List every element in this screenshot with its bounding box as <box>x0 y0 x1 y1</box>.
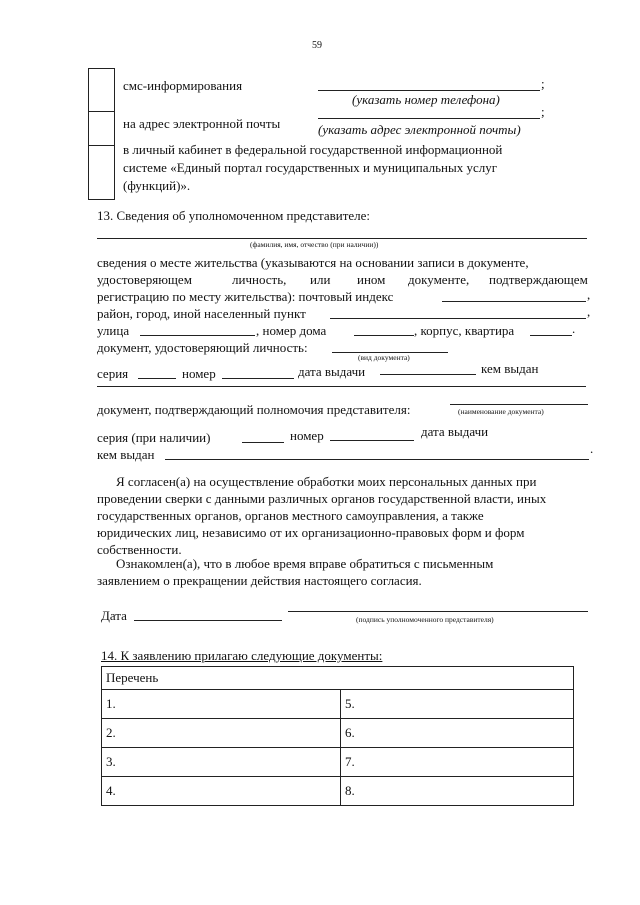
table-row <box>102 748 574 777</box>
city-input-line[interactable] <box>330 318 586 319</box>
sms-option-end: ; <box>541 76 545 91</box>
date-label: Дата <box>101 608 127 623</box>
table-cell[interactable]: 2. <box>102 719 341 748</box>
city-label: район, город, иной населенный пункт <box>97 306 306 321</box>
residence-line2d: ином <box>357 272 386 287</box>
cabinet-option-line1: в личный кабинет в федеральной государственной информационной <box>123 142 503 157</box>
identity-issued-by-label: кем выдан <box>481 361 539 376</box>
fio-caption: (фамилия, имя, отчество (при наличии)) <box>250 240 379 249</box>
table-cell[interactable]: 3. <box>102 748 341 777</box>
signature-caption: (подпись уполномоченного представителя) <box>356 615 494 624</box>
documents-table <box>101 666 574 806</box>
cabinet-option-line3: (функций)». <box>123 178 191 193</box>
authority-issued-by-input-line[interactable] <box>165 459 589 460</box>
cabinet-option-line2: системе «Единый портал государственных и муниципальных услуг <box>123 160 498 175</box>
identity-date-label: дата выдачи <box>298 364 366 379</box>
acknowledge-line1: Ознакомлен(а), что в любое время вправе обратиться с письменным <box>116 556 494 571</box>
table-cell[interactable]: 6. <box>341 719 574 748</box>
email-input-line[interactable] <box>318 118 540 119</box>
table-row <box>102 719 574 748</box>
consent-line5: собственности. <box>97 542 182 557</box>
authority-number-label: номер <box>290 428 324 443</box>
phone-input-line[interactable] <box>318 90 540 91</box>
street-input-line[interactable] <box>140 335 255 336</box>
documents-table-header: Перечень <box>102 667 574 690</box>
section13-heading: 13. Сведения об уполномоченном представителе: <box>97 208 371 223</box>
house-label: , номер дома <box>256 323 327 338</box>
residence-line2e: документе, <box>408 272 470 287</box>
acknowledge-line2: заявлением о прекращении действия настоящего согласия. <box>97 573 422 588</box>
section14-heading: 14. К заявлению прилагаю следующие документы: <box>101 648 383 663</box>
authority-doc-input-line[interactable] <box>450 404 588 405</box>
apartment-input-line[interactable] <box>530 335 572 336</box>
authority-date-label: дата выдачи <box>421 424 489 439</box>
checkbox-cabinet[interactable] <box>88 145 115 200</box>
residence-line2c: или <box>310 272 331 287</box>
checkbox-email[interactable] <box>88 111 115 146</box>
building-label: , корпус, квартира <box>414 323 515 338</box>
page-number: 59 <box>312 40 322 51</box>
identity-doc-label: документ, удостоверяющий личность: <box>97 340 308 355</box>
sms-option-label: смс-информирования <box>123 78 243 93</box>
table-cell[interactable]: 4. <box>102 777 341 806</box>
table-cell[interactable]: 7. <box>341 748 574 777</box>
checkbox-sms[interactable] <box>88 68 115 112</box>
table-cell[interactable]: 1. <box>102 690 341 719</box>
identity-number-input-line[interactable] <box>222 378 294 379</box>
city-comma: , <box>587 304 591 319</box>
identity-series-label: серия <box>97 366 129 381</box>
phone-hint: (указать номер телефона) <box>352 92 500 107</box>
table-row <box>102 690 574 719</box>
fio-input-line[interactable] <box>97 238 587 239</box>
consent-line4: юридических лиц, независимо от их организационно-правовых форм и форм <box>97 525 525 540</box>
authority-issued-by-label: кем выдан <box>97 447 155 462</box>
table-row <box>102 777 574 806</box>
email-hint: (указать адрес электронной почты) <box>318 122 521 137</box>
authority-series-label: серия (при наличии) <box>97 430 211 445</box>
authority-doc-caption: (наименование документа) <box>458 407 544 416</box>
signature-input-line[interactable] <box>288 611 588 612</box>
identity-series-input-line[interactable] <box>138 378 176 379</box>
identity-number-label: номер <box>182 366 216 381</box>
consent-line2: проведении сверки с данными различных органов государственной власти, иных <box>97 491 547 506</box>
date-input-line[interactable] <box>134 620 282 621</box>
house-input-line[interactable] <box>354 335 414 336</box>
consent-line1: Я согласен(а) на осуществление обработки моих персональных данных при <box>116 474 537 489</box>
authority-issued-by-end: . <box>590 441 594 456</box>
identity-issued-by-input-line[interactable] <box>97 386 586 387</box>
residence-line1: сведения о месте жительства (указываются на основании записи в документе, <box>97 255 529 270</box>
email-option-label: на адрес электронной почты <box>123 116 281 131</box>
street-label: улица <box>97 323 130 338</box>
residence-line2f: подтверждающем <box>489 272 588 287</box>
residence-line2a: удостоверяющем <box>97 272 192 287</box>
identity-date-input-line[interactable] <box>380 374 476 375</box>
identity-doc-caption: (вид документа) <box>358 353 410 362</box>
consent-line3: государственных органов, органов местного самоуправления, а также <box>97 508 484 523</box>
email-option-end: ; <box>541 104 545 119</box>
authority-series-input-line[interactable] <box>242 442 284 443</box>
postcode-input-line[interactable] <box>442 301 586 302</box>
authority-doc-label: документ, подтверждающий полномочия представителя: <box>97 402 411 417</box>
postcode-label: регистрацию по месту жительства): почтовый индекс <box>97 289 394 304</box>
table-cell[interactable]: 5. <box>341 690 574 719</box>
table-cell[interactable]: 8. <box>341 777 574 806</box>
postcode-comma: , <box>587 287 591 302</box>
residence-line2b: личность, <box>232 272 287 287</box>
authority-number-input-line[interactable] <box>330 440 414 441</box>
apartment-dot: . <box>572 321 576 336</box>
